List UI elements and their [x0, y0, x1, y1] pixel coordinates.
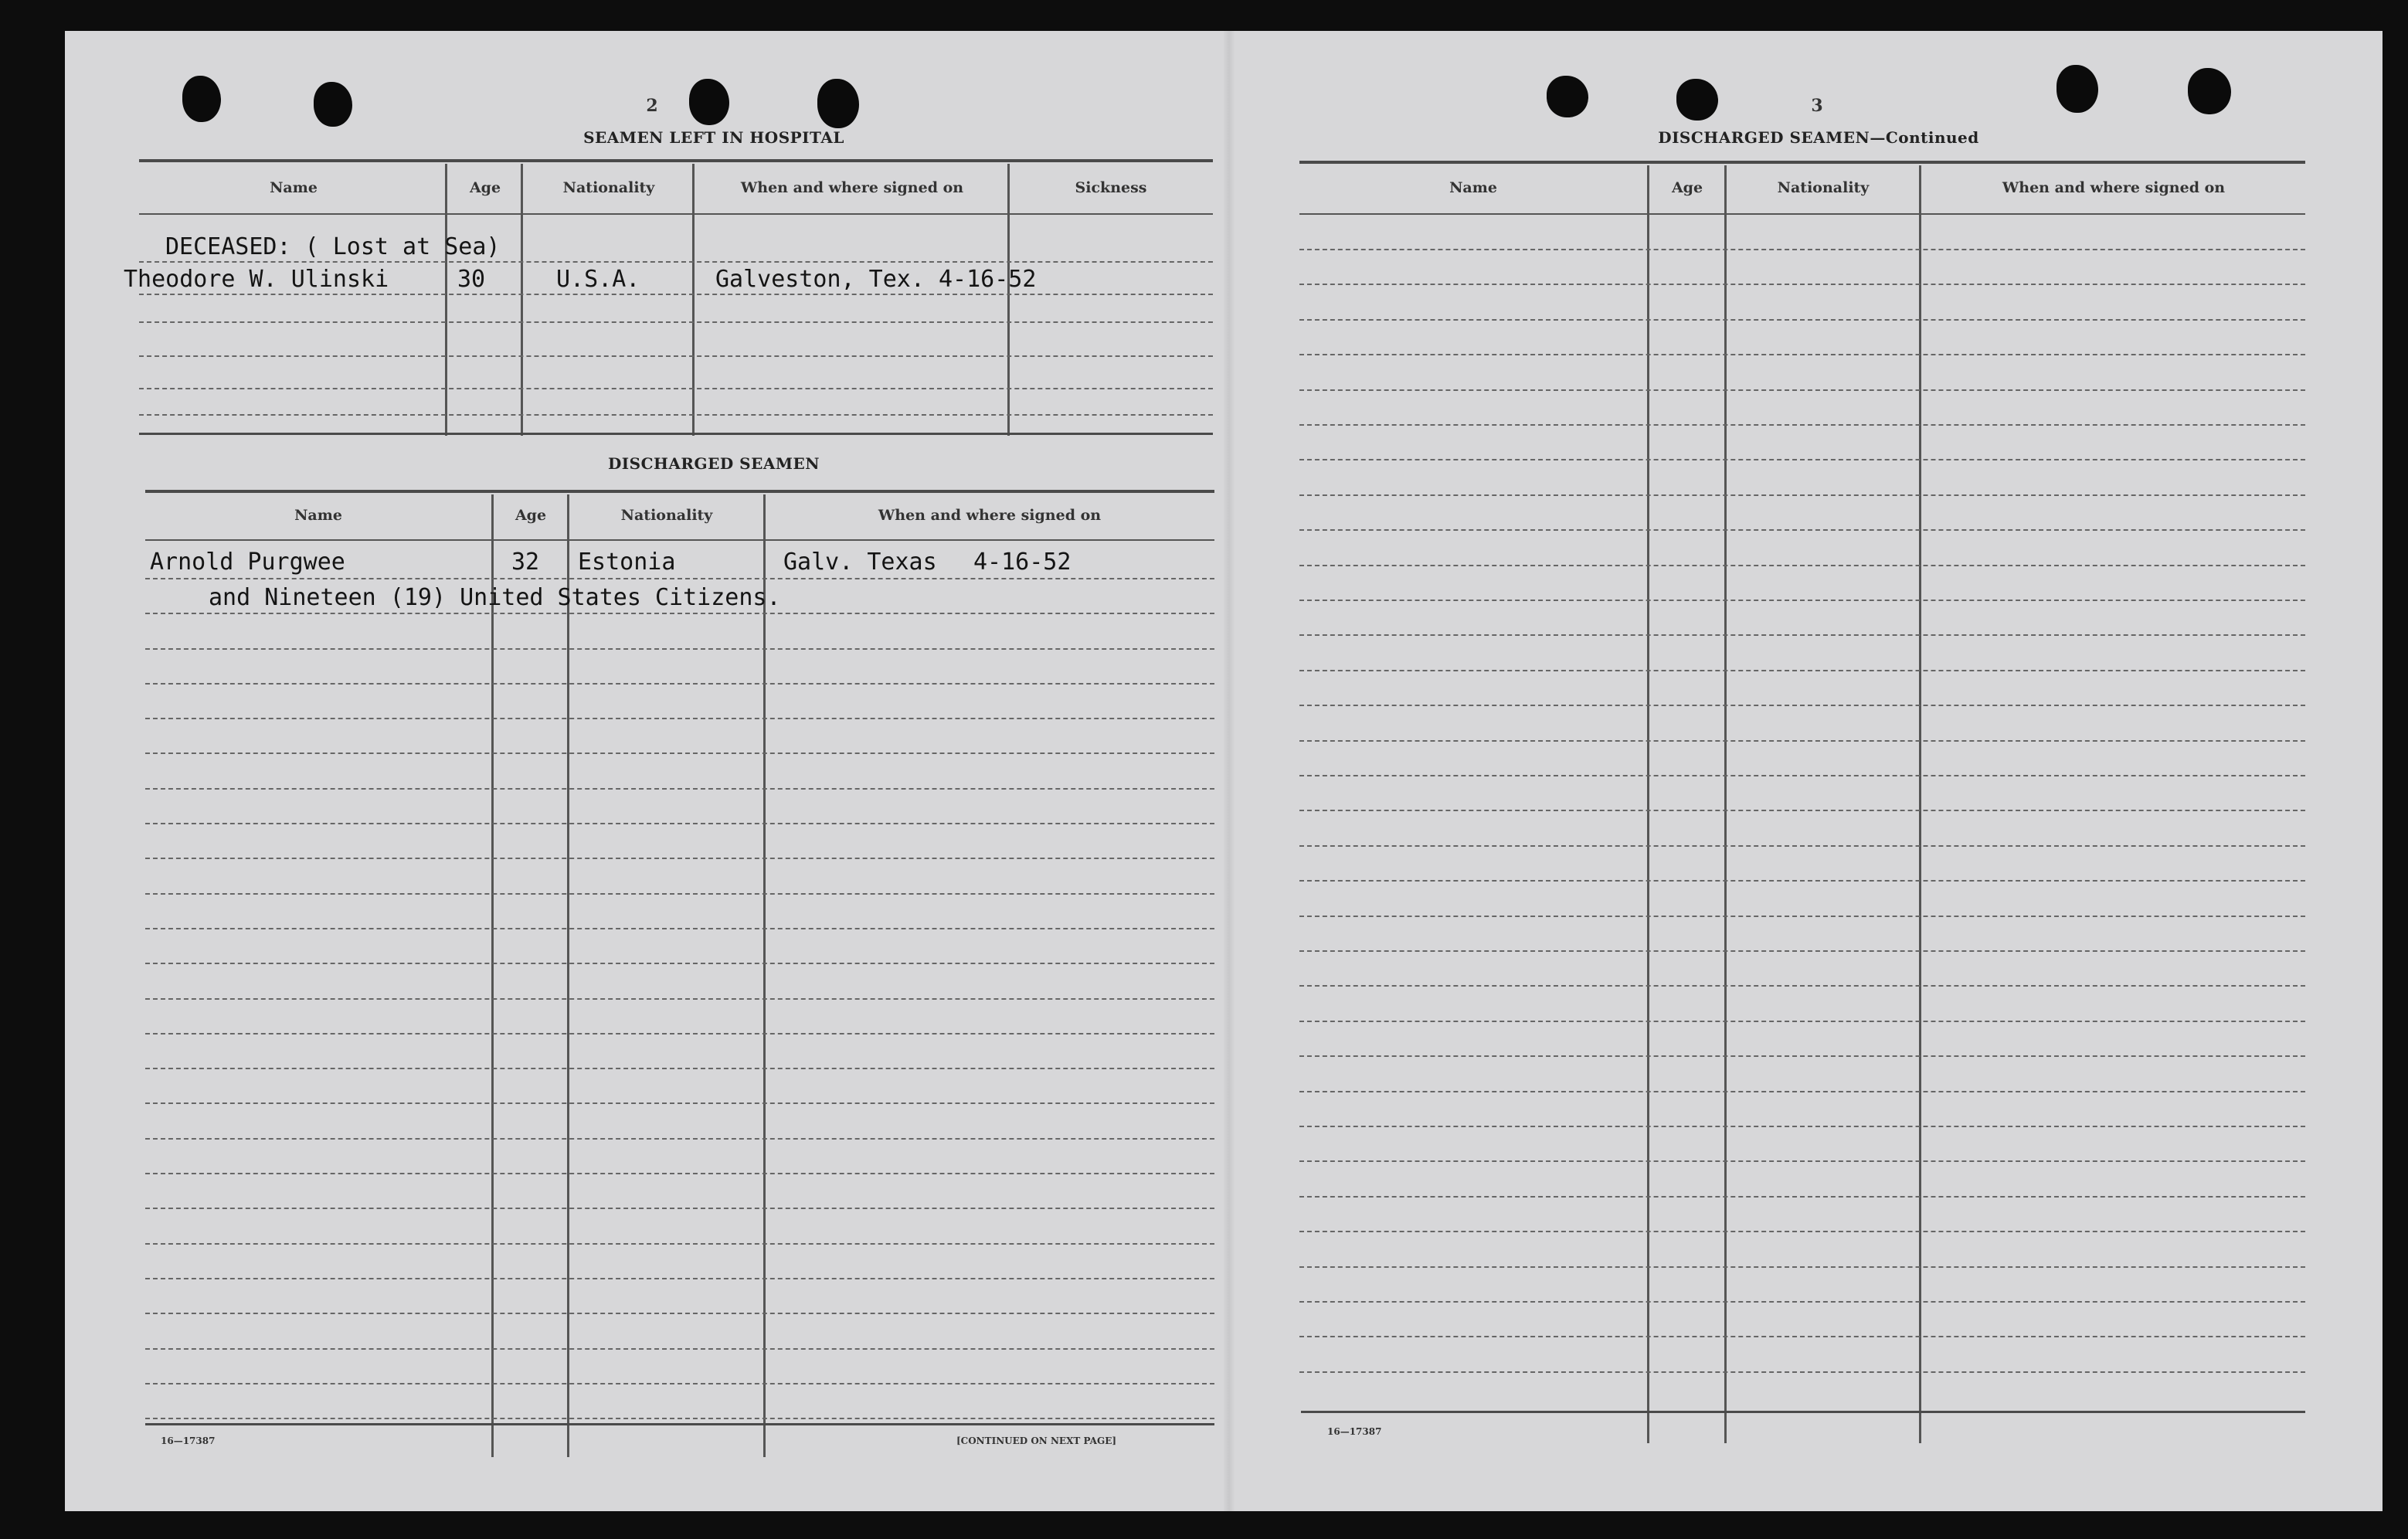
column-divider	[445, 164, 447, 436]
row-line	[145, 1278, 1214, 1279]
document-sheet	[65, 31, 2383, 1511]
header-rule	[1299, 213, 2305, 215]
punch-hole	[817, 79, 859, 128]
row-line	[1299, 1196, 2305, 1198]
row-line	[1299, 529, 2305, 531]
row-line	[145, 963, 1214, 964]
row-line	[145, 683, 1214, 685]
punch-hole	[2056, 65, 2098, 113]
column-divider	[1007, 164, 1010, 436]
row-line	[1299, 880, 2305, 882]
row-line	[139, 294, 1213, 295]
col-header-age: Age	[515, 507, 547, 524]
row-line	[145, 718, 1214, 719]
continued-note: [CONTINUED ON NEXT PAGE]	[956, 1435, 1117, 1446]
row-line	[145, 893, 1214, 895]
header-rule	[139, 213, 1213, 215]
table-end-rule	[145, 1423, 1214, 1425]
row-line	[145, 1243, 1214, 1245]
col-header-nationality: Nationality	[562, 179, 655, 196]
section-rule	[145, 490, 1214, 493]
row-line	[145, 1418, 1214, 1419]
row-line	[1299, 494, 2305, 496]
col-header-nationality: Nationality	[620, 507, 713, 524]
discharged-age: 32	[511, 549, 540, 576]
row-line	[145, 1138, 1214, 1140]
row-line	[1299, 319, 2305, 321]
section-title-discharged: DISCHARGED SEAMEN	[607, 454, 820, 473]
page-fold	[1224, 31, 1235, 1511]
row-line	[1299, 916, 2305, 917]
entry-age: 30	[457, 266, 486, 293]
section-title-discharged-continued: DISCHARGED SEAMEN—Continued	[1658, 128, 1979, 147]
column-divider	[692, 164, 695, 436]
punch-hole	[2188, 68, 2231, 114]
row-line	[1299, 354, 2305, 355]
row-line	[1299, 1055, 2305, 1057]
row-line	[1299, 1021, 2305, 1022]
row-line	[1299, 810, 2305, 811]
discharged-date: 4-16-52	[973, 549, 1072, 576]
row-line	[1299, 459, 2305, 460]
row-line	[139, 261, 1213, 263]
col-header-signed-on: When and where signed on	[878, 507, 1102, 524]
column-divider	[1647, 165, 1649, 1443]
row-line	[145, 613, 1214, 614]
row-line	[139, 321, 1213, 323]
col-header-age: Age	[1671, 179, 1703, 196]
row-line	[145, 578, 1214, 579]
punch-hole	[689, 79, 729, 125]
punch-hole	[182, 76, 221, 122]
column-divider	[1724, 165, 1727, 1443]
row-line	[1299, 670, 2305, 671]
row-line	[139, 414, 1213, 416]
row-line	[145, 788, 1214, 790]
col-header-name: Name	[1449, 179, 1497, 196]
row-line	[1299, 284, 2305, 285]
col-header-age: Age	[469, 179, 501, 196]
form-number: 16—17387	[1327, 1426, 1382, 1437]
row-line	[1299, 1266, 2305, 1268]
row-line	[1299, 1231, 2305, 1232]
discharged-signed-on: Galv. Texas	[783, 549, 937, 576]
punch-hole	[314, 82, 352, 127]
row-line	[145, 1208, 1214, 1209]
row-line	[145, 1173, 1214, 1174]
column-divider	[1919, 165, 1921, 1443]
section-rule	[1299, 161, 2305, 164]
row-line	[145, 928, 1214, 929]
col-header-name: Name	[270, 179, 318, 196]
punch-hole	[1547, 76, 1588, 117]
discharged-name: Arnold Purgwee	[150, 549, 345, 576]
entry-name: Theodore W. Ulinski	[124, 266, 389, 293]
col-header-signed-on: When and where signed on	[740, 179, 964, 196]
section-rule	[139, 159, 1213, 162]
row-line	[1299, 1301, 2305, 1303]
deceased-note: DECEASED: ( Lost at Sea)	[165, 233, 501, 260]
row-line	[1299, 950, 2305, 952]
row-line	[1299, 565, 2305, 566]
row-line	[139, 355, 1213, 357]
row-line	[1299, 705, 2305, 706]
column-divider	[521, 164, 523, 436]
row-line	[145, 1383, 1214, 1384]
page-number: 2	[646, 96, 658, 116]
row-line	[145, 1348, 1214, 1350]
form-number: 16—17387	[161, 1435, 216, 1446]
row-line	[1299, 985, 2305, 987]
row-line	[139, 388, 1213, 389]
header-rule	[145, 539, 1214, 541]
punch-hole	[1676, 79, 1718, 121]
entry-nationality: U.S.A.	[556, 266, 640, 293]
row-line	[145, 1102, 1214, 1104]
section-title-hospital: SEAMEN LEFT IN HOSPITAL	[583, 128, 844, 147]
col-header-nationality: Nationality	[1777, 179, 1870, 196]
row-line	[1299, 389, 2305, 391]
row-line	[1299, 424, 2305, 426]
row-line	[1299, 249, 2305, 250]
row-line	[145, 858, 1214, 859]
row-line	[1299, 1160, 2305, 1162]
row-line	[1299, 1126, 2305, 1127]
row-line	[1299, 1336, 2305, 1337]
row-line	[1299, 740, 2305, 742]
row-line	[145, 1313, 1214, 1314]
row-line	[145, 648, 1214, 650]
row-line	[1299, 775, 2305, 776]
col-header-sickness: Sickness	[1075, 179, 1147, 196]
row-line	[145, 823, 1214, 824]
table-end-rule	[1301, 1411, 2305, 1413]
row-line	[1299, 600, 2305, 601]
row-line	[1299, 634, 2305, 636]
citizens-note: and Nineteen (19) United States Citizens.	[209, 584, 781, 611]
row-line	[1299, 845, 2305, 847]
row-line	[1299, 1091, 2305, 1092]
row-line	[145, 1033, 1214, 1034]
row-line	[145, 998, 1214, 1000]
discharged-nationality: Estonia	[578, 549, 676, 576]
col-header-name: Name	[294, 507, 342, 524]
row-line	[1299, 1371, 2305, 1373]
entry-signed-on: Galveston, Tex. 4-16-52	[715, 266, 1037, 293]
section-end-rule	[139, 433, 1213, 435]
col-header-signed-on: When and where signed on	[2002, 179, 2226, 196]
page-number: 3	[1811, 96, 1823, 116]
row-line	[145, 1068, 1214, 1069]
row-line	[145, 753, 1214, 754]
